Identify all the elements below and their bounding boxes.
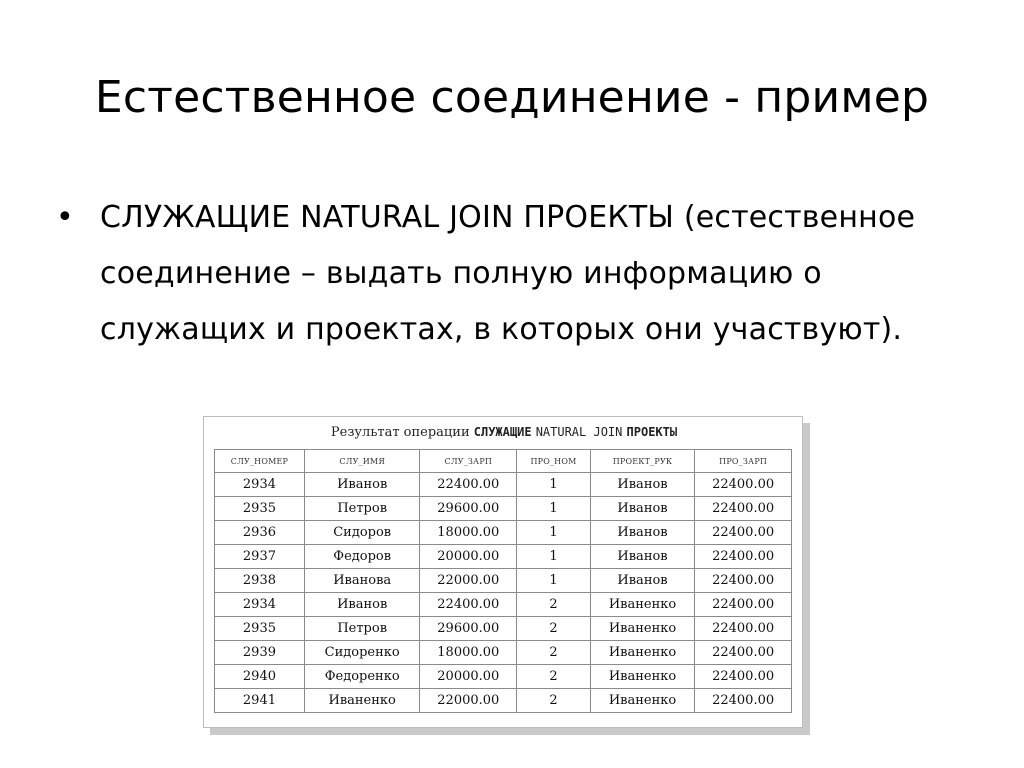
cell-project-number: 2 — [517, 641, 591, 665]
cell-project-salary: 22400.00 — [695, 689, 792, 713]
cell-project-number: 1 — [517, 545, 591, 569]
cell-project-lead: Иваненко — [590, 593, 694, 617]
cell-project-salary: 22400.00 — [695, 593, 792, 617]
cell-project-lead: Иваненко — [590, 617, 694, 641]
cell-project-lead: Иваненко — [590, 641, 694, 665]
cell-emp-name: Сидоренко — [304, 641, 420, 665]
cell-emp-name: Федоренко — [304, 665, 420, 689]
cell-emp-salary: 20000.00 — [420, 665, 517, 689]
table-row — [215, 689, 792, 713]
cell-emp-salary: 20000.00 — [420, 545, 517, 569]
cell-emp-name: Федоров — [304, 545, 420, 569]
cell-project-number: 1 — [517, 473, 591, 497]
caption-right-relation: ПРОЕКТЫ — [626, 425, 678, 439]
cell-emp-salary: 18000.00 — [420, 641, 517, 665]
cell-project-salary: 22400.00 — [695, 665, 792, 689]
column-header: СЛУ_ИМЯ — [304, 450, 420, 473]
cell-emp-salary: 29600.00 — [420, 497, 517, 521]
caption-prefix: Результат операции — [330, 425, 470, 440]
cell-project-lead: Иванов — [590, 569, 694, 593]
cell-project-salary: 22400.00 — [695, 569, 792, 593]
cell-emp-name: Петров — [304, 617, 420, 641]
column-header: ПРО_ЗАРП — [695, 450, 792, 473]
cell-project-salary: 22400.00 — [695, 497, 792, 521]
column-header: ПРОЕКТ_РУК — [590, 450, 694, 473]
cell-emp-name: Сидоров — [304, 521, 420, 545]
cell-emp-number: 2934 — [215, 593, 305, 617]
cell-emp-number: 2937 — [215, 545, 305, 569]
cell-project-salary: 22400.00 — [695, 521, 792, 545]
cell-project-lead: Иваненко — [590, 665, 694, 689]
table-row — [215, 665, 792, 689]
cell-project-lead: Иванов — [590, 521, 694, 545]
table-row — [215, 473, 792, 497]
cell-emp-salary: 22000.00 — [420, 689, 517, 713]
cell-project-lead: Иванов — [590, 497, 694, 521]
cell-emp-number: 2940 — [215, 665, 305, 689]
cell-project-salary: 22400.00 — [695, 641, 792, 665]
cell-project-lead: Иваненко — [590, 689, 694, 713]
cell-emp-name: Иванов — [304, 593, 420, 617]
column-header: СЛУ_НОМЕР — [215, 450, 305, 473]
cell-project-number: 1 — [517, 569, 591, 593]
table-row — [215, 569, 792, 593]
cell-emp-number: 2934 — [215, 473, 305, 497]
cell-emp-salary: 22400.00 — [420, 473, 517, 497]
cell-project-salary: 22400.00 — [695, 473, 792, 497]
cell-emp-number: 2938 — [215, 569, 305, 593]
cell-emp-number: 2939 — [215, 641, 305, 665]
cell-project-number: 2 — [517, 665, 591, 689]
table-row — [215, 497, 792, 521]
cell-project-number: 1 — [517, 521, 591, 545]
cell-project-number: 2 — [517, 689, 591, 713]
result-table — [214, 449, 792, 713]
bullet-text: СЛУЖАЩИЕ NATURAL JOIN ПРОЕКТЫ (естественное соединение – выдать полную информацию о служащих и проектах, в которых они участвуют). — [100, 200, 916, 347]
bullet-marker: • — [56, 200, 74, 235]
column-header: СЛУ_ЗАРП — [420, 450, 517, 473]
cell-project-salary: 22400.00 — [695, 545, 792, 569]
cell-emp-salary: 22400.00 — [420, 593, 517, 617]
caption-operator: NATURAL JOIN — [535, 425, 623, 439]
cell-emp-name: Петров — [304, 497, 420, 521]
table-header-row — [215, 450, 792, 473]
cell-emp-salary: 29600.00 — [420, 617, 517, 641]
cell-project-number: 2 — [517, 617, 591, 641]
cell-project-lead: Иванов — [590, 473, 694, 497]
table-row — [215, 545, 792, 569]
cell-project-number: 1 — [517, 497, 591, 521]
cell-emp-salary: 18000.00 — [420, 521, 517, 545]
caption-left-relation: СЛУЖАЩИЕ — [473, 425, 532, 439]
cell-emp-salary: 22000.00 — [420, 569, 517, 593]
cell-project-salary: 22400.00 — [695, 617, 792, 641]
result-figure — [203, 416, 803, 728]
cell-project-lead: Иванов — [590, 545, 694, 569]
cell-emp-number: 2935 — [215, 497, 305, 521]
table-body — [215, 473, 792, 713]
cell-emp-number: 2941 — [215, 689, 305, 713]
figure-caption — [204, 423, 804, 442]
cell-emp-name: Иванова — [304, 569, 420, 593]
table-row — [215, 593, 792, 617]
cell-emp-name: Иванов — [304, 473, 420, 497]
table-row — [215, 521, 792, 545]
cell-emp-number: 2936 — [215, 521, 305, 545]
table-row — [215, 617, 792, 641]
cell-emp-name: Иваненко — [304, 689, 420, 713]
cell-project-number: 2 — [517, 593, 591, 617]
cell-emp-number: 2935 — [215, 617, 305, 641]
table-row — [215, 641, 792, 665]
column-header: ПРО_НОМ — [517, 450, 591, 473]
slide-title: Естественное соединение - пример — [94, 72, 930, 123]
